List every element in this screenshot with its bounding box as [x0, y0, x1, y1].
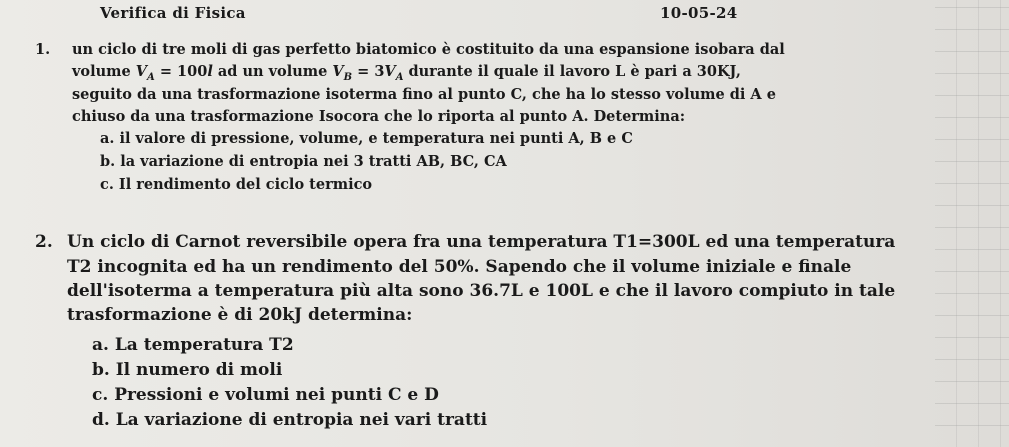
- volume-a-symbol-2: V: [384, 63, 396, 80]
- problem-2-line-4: trasformazione è di 20kJ determina:: [67, 305, 413, 325]
- volume-b-subscript: B: [343, 71, 353, 83]
- problem-1-number: 1.: [35, 41, 51, 58]
- problem-2-line-2: T2 incognita ed ha un rendimento del 50%. Sapendo che il volume iniziale e finale: [67, 257, 852, 277]
- liter-unit: l: [207, 63, 213, 80]
- line2-prefix: volume: [72, 63, 136, 80]
- volume-a-value: = 100: [154, 63, 208, 80]
- volume-b-symbol: V: [332, 63, 344, 80]
- problem-1-item-a: a. il valore di pressione, volume, e temperatura nei punti A, B e C: [100, 130, 633, 147]
- volume-a-symbol: V: [135, 63, 148, 80]
- problem-2-item-c: c. Pressioni e volumi nei punti C e D: [92, 385, 439, 405]
- volume-b-value: = 3: [352, 63, 385, 80]
- volume-a-subscript: A: [147, 71, 155, 83]
- problem-1-line-3: seguito da una trasformazione isoterma fino al punto C, che ha lo stesso volume di A e: [72, 86, 776, 103]
- line2-suffix: durante il quale il lavoro L è pari a 30KJ,: [403, 63, 741, 80]
- problem-2-line-1: Un ciclo di Carnot reversibile opera fra una temperatura T1=300L ed una temperatura: [67, 232, 896, 252]
- problem-1-line-4: chiuso da una trasformazione Isocora che lo riporta al punto A. Determina:: [72, 108, 686, 125]
- volume-a-subscript-2: A: [395, 71, 404, 83]
- problem-2-item-a: a. La temperatura T2: [92, 335, 294, 355]
- grid-paper-edge: [935, 0, 1009, 447]
- problem-1-line-2: [72, 63, 741, 83]
- problem-2-number: 2.: [35, 232, 53, 252]
- problem-1-item-b: b. la variazione di entropia nei 3 tratti AB, BC, CA: [100, 153, 507, 170]
- problem-2-item-d: d. La variazione di entropia nei vari tratti: [92, 410, 488, 430]
- document-title: Verifica di Fisica: [100, 4, 246, 22]
- problem-1-line-1: un ciclo di tre moli di gas perfetto biatomico è costituito da una espansione isobara dal: [72, 41, 785, 58]
- line2-middle: ad un volume: [212, 63, 333, 80]
- problem-2-line-3: dell'isoterma a temperatura più alta sono 36.7L e 100L e che il lavoro compiuto in tale: [67, 281, 896, 301]
- problem-1-item-c: c. Il rendimento del ciclo termico: [100, 176, 373, 193]
- document-date: 10-05-24: [660, 4, 738, 22]
- problem-2-item-b: b. Il numero di moli: [92, 360, 283, 380]
